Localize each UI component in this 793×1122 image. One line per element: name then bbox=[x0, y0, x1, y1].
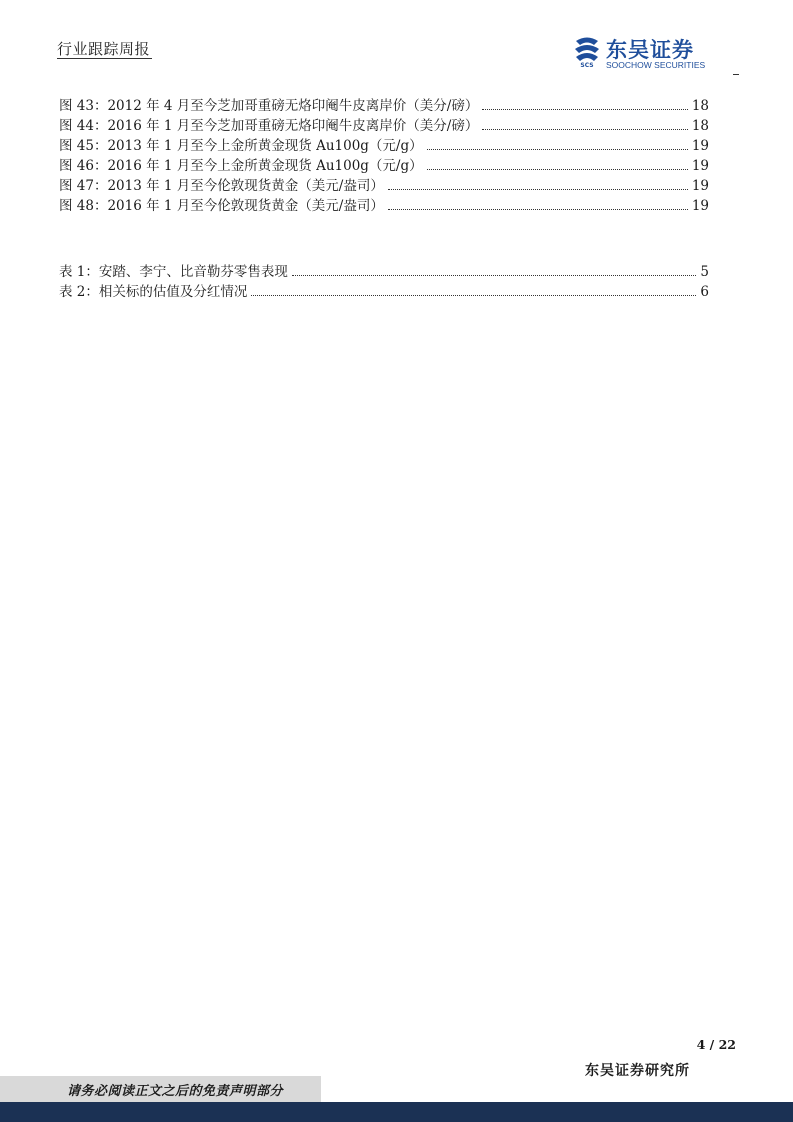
logo-mark-text: SCS bbox=[580, 62, 594, 69]
toc-entry-label: 表 1：安踏、李宁、比音勒芬零售表现 bbox=[59, 264, 288, 280]
toc-entry-label: 图 48：2016 年 1 月至今伦敦现货黄金（美元/盎司） bbox=[59, 198, 384, 214]
figure-list-item[interactable] bbox=[59, 175, 709, 195]
figure-list bbox=[59, 95, 709, 215]
figure-list-item[interactable] bbox=[59, 135, 709, 155]
toc-leader-dots bbox=[427, 155, 688, 170]
figure-list-item[interactable] bbox=[59, 115, 709, 135]
report-type-label: 行业跟踪周报 bbox=[57, 40, 151, 58]
table-list bbox=[59, 261, 709, 301]
figure-list-item[interactable] bbox=[59, 195, 709, 215]
toc-page-number: 6 bbox=[700, 284, 709, 300]
toc-page-number: 19 bbox=[691, 198, 709, 214]
toc-leader-dots bbox=[251, 281, 696, 296]
page-indicator: 4 / 22 bbox=[696, 1037, 736, 1052]
toc-page-number: 19 bbox=[691, 178, 709, 194]
table-list-item[interactable] bbox=[59, 261, 709, 281]
toc-leader-dots bbox=[388, 195, 688, 210]
institute-name: 东吴证券研究所 bbox=[585, 1063, 690, 1079]
disclaimer-text: 请务必阅读正文之后的免责声明部分 bbox=[67, 1084, 284, 1099]
table-list-item[interactable] bbox=[59, 281, 709, 301]
toc-page-number: 19 bbox=[691, 138, 709, 154]
toc-entry-label: 图 43：2012 年 4 月至今芝加哥重磅无烙印阉牛皮离岸价（美分/磅） bbox=[59, 98, 479, 114]
toc-page-number: 18 bbox=[691, 118, 709, 134]
toc-entry-label: 图 45：2013 年 1 月至今上金所黄金现货 Au100g（元/g） bbox=[59, 138, 423, 154]
logo-english-name: SOOCHOW SECURITIES bbox=[606, 60, 706, 70]
company-logo bbox=[572, 36, 732, 70]
header-dash bbox=[733, 74, 739, 75]
footer-band bbox=[0, 1102, 793, 1122]
toc-leader-dots bbox=[482, 95, 687, 110]
toc-entry-label: 图 44：2016 年 1 月至今芝加哥重磅无烙印阉牛皮离岸价（美分/磅） bbox=[59, 118, 479, 134]
toc-page-number: 18 bbox=[691, 98, 709, 114]
toc-entry-label: 表 2：相关标的估值及分红情况 bbox=[59, 284, 248, 300]
logo-chinese-name: 东吴证券 bbox=[606, 38, 694, 62]
figure-list-item[interactable] bbox=[59, 95, 709, 115]
toc-entry-label: 图 47：2013 年 1 月至今伦敦现货黄金（美元/盎司） bbox=[59, 178, 384, 194]
figure-list-item[interactable] bbox=[59, 155, 709, 175]
toc-page-number: 5 bbox=[700, 264, 709, 280]
toc-leader-dots bbox=[388, 175, 688, 190]
scs-logo-icon bbox=[572, 36, 602, 62]
toc-page-number: 19 bbox=[691, 158, 709, 174]
toc-leader-dots bbox=[292, 261, 697, 276]
header-underline bbox=[57, 58, 152, 59]
toc-leader-dots bbox=[482, 115, 687, 130]
toc-leader-dots bbox=[427, 135, 688, 150]
toc-entry-label: 图 46：2016 年 1 月至今上金所黄金现货 Au100g（元/g） bbox=[59, 158, 423, 174]
